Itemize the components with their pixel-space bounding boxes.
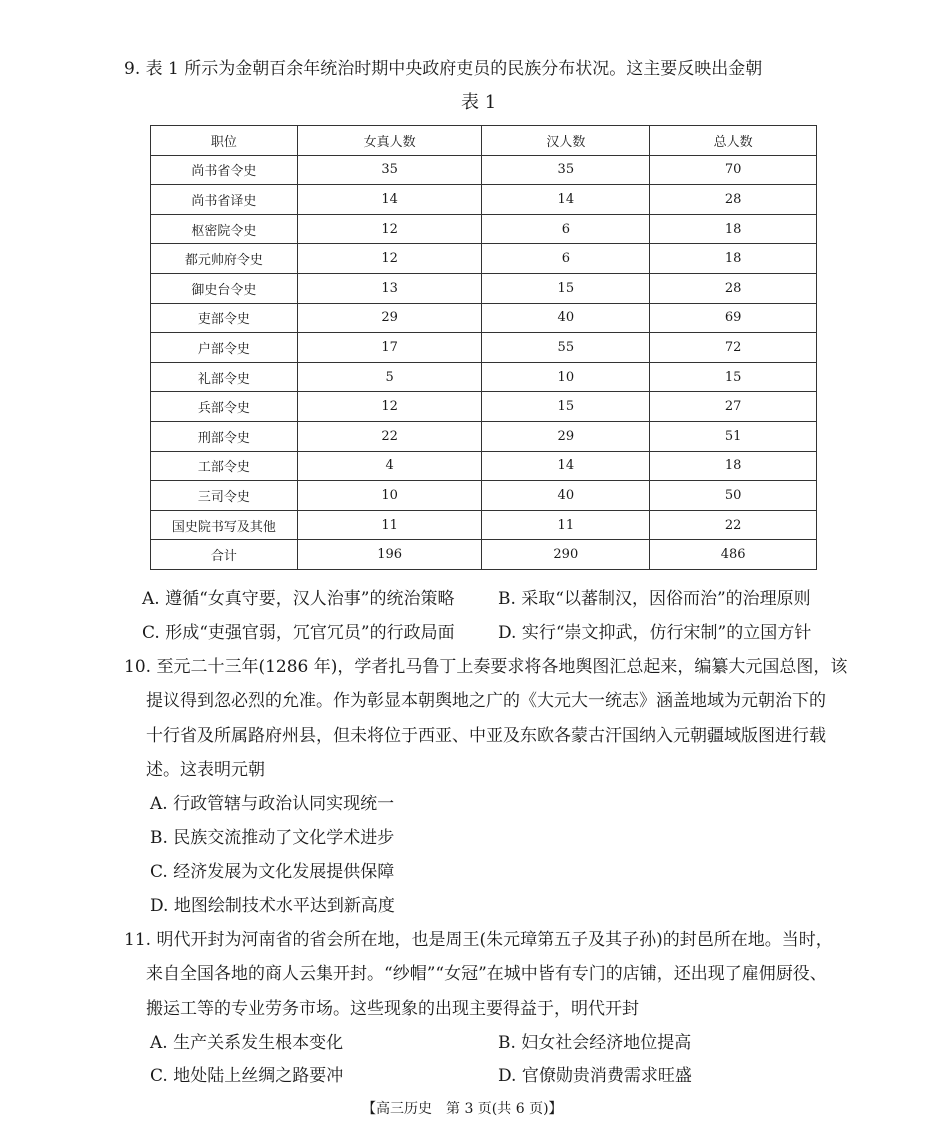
q10-option-b[interactable]: B. 民族交流推动了文化学术进步 [150,828,395,848]
q11-line: 来自全国各地的商人云集开封。“纱帽”“女冠”在城中皆有专门的店铺，还出现了雇佣厨役、 [146,964,827,984]
table-cell: 6 [482,214,650,244]
table-row [151,362,817,392]
table-row [151,303,817,333]
table-cell: 51 [650,421,817,451]
q9-stem: 9. 表 1 所示为金朝百余年统治时期中央政府吏员的民族分布状况。这主要反映出金朝 [124,59,763,79]
table-cell: 18 [650,451,817,481]
table-cell: 27 [650,392,817,422]
table-cell: 196 [297,540,482,570]
table-cell: 枢密院令史 [151,214,298,244]
table-cell: 486 [650,540,817,570]
table-cell: 15 [482,273,650,303]
q9-option-d[interactable]: D. 实行“崇文抑武，仿行宋制”的立国方针 [498,623,812,643]
table-cell: 17 [297,333,482,363]
column-header: 女真人数 [297,126,482,156]
q9-option-a[interactable]: A. 遵循“女真守要，汉人治事”的统治策略 [142,589,455,609]
table-cell: 29 [297,303,482,333]
table-cell: 尚书省译史 [151,185,298,215]
table-cell: 10 [482,362,650,392]
table-row [151,185,817,215]
table-cell: 4 [297,451,482,481]
table-row [151,540,817,570]
table-cell: 12 [297,214,482,244]
q10-line: 10. 至元二十三年(1286 年)，学者扎马鲁丁上奏要求将各地舆图汇总起来，编纂大元国总图，该 [124,657,848,677]
table-cell: 御史台令史 [151,273,298,303]
q9-option-b[interactable]: B. 采取“以蕃制汉，因俗而治”的治理原则 [498,589,811,609]
table-cell: 69 [650,303,817,333]
table-row [151,510,817,540]
table-cell: 35 [297,155,482,185]
table-cell: 礼部令史 [151,362,298,392]
table-cell: 18 [650,214,817,244]
table-cell: 工部令史 [151,451,298,481]
table-cell: 14 [482,451,650,481]
table-cell: 户部令史 [151,333,298,363]
q10-line: 述。这表明元朝 [146,760,265,780]
table-cell: 合计 [151,540,298,570]
table-row [151,481,817,511]
table-cell: 28 [650,273,817,303]
q10-line: 提议得到忽必烈的允准。作为彰显本朝舆地之广的《大元大一统志》涵盖地域为元朝治下的 [146,691,826,711]
q10-option-c[interactable]: C. 经济发展为文化发展提供保障 [150,862,395,882]
column-header: 职位 [151,126,298,156]
table-cell: 40 [482,481,650,511]
table-row [151,244,817,274]
table-cell: 290 [482,540,650,570]
table-cell: 72 [650,333,817,363]
table-title: 表 1 [461,92,497,113]
table-cell: 6 [482,244,650,274]
table-cell: 12 [297,392,482,422]
table-cell: 10 [297,481,482,511]
table-cell: 70 [650,155,817,185]
q11-option-c[interactable]: C. 地处陆上丝绸之路要冲 [150,1066,344,1086]
table-cell: 尚书省令史 [151,155,298,185]
q10-line: 十行省及所属路府州县，但未将位于西亚、中亚及东欧各蒙古汗国纳入元朝疆域版图进行载 [146,726,826,746]
table-row [151,333,817,363]
table-cell: 15 [482,392,650,422]
table-cell: 三司令史 [151,481,298,511]
q10-option-a[interactable]: A. 行政管辖与政治认同实现统一 [150,794,395,814]
table-cell: 18 [650,244,817,274]
table-cell: 28 [650,185,817,215]
q11-option-b[interactable]: B. 妇女社会经济地位提高 [498,1033,692,1053]
officials-table [150,125,817,570]
table-cell: 5 [297,362,482,392]
table-cell: 14 [297,185,482,215]
table-cell: 兵部令史 [151,392,298,422]
table-cell: 国史院书写及其他 [151,510,298,540]
q11-line: 搬运工等的专业劳务市场。这些现象的出现主要得益于，明代开封 [146,999,639,1019]
table-cell: 40 [482,303,650,333]
q10-option-d[interactable]: D. 地图绘制技术水平达到新高度 [150,896,395,916]
page-footer: 【高三历史 第 3 页(共 6 页)】 [362,1101,563,1117]
table-row [151,214,817,244]
table-cell: 50 [650,481,817,511]
table-cell: 都元帅府令史 [151,244,298,274]
table-cell: 35 [482,155,650,185]
table-cell: 29 [482,421,650,451]
table-cell: 12 [297,244,482,274]
table-row [151,155,817,185]
table-cell: 13 [297,273,482,303]
q9-option-c[interactable]: C. 形成“吏强官弱，冗官冗员”的行政局面 [142,623,455,643]
table-cell: 11 [482,510,650,540]
column-header: 汉人数 [482,126,650,156]
table-row [151,273,817,303]
table-cell: 22 [297,421,482,451]
column-header: 总人数 [650,126,817,156]
table-cell: 14 [482,185,650,215]
table-cell: 刑部令史 [151,421,298,451]
table-cell: 55 [482,333,650,363]
q11-line: 11. 明代开封为河南省的省会所在地，也是周王(朱元璋第五子及其子孙)的封邑所在地。当时， [124,930,833,950]
table-row [151,421,817,451]
q11-option-d[interactable]: D. 官僚勋贵消费需求旺盛 [498,1066,692,1086]
table-cell: 15 [650,362,817,392]
q11-option-a[interactable]: A. 生产关系发生根本变化 [150,1033,344,1053]
table-row [151,392,817,422]
table-row [151,451,817,481]
table-cell: 吏部令史 [151,303,298,333]
table-cell: 22 [650,510,817,540]
table-cell: 11 [297,510,482,540]
